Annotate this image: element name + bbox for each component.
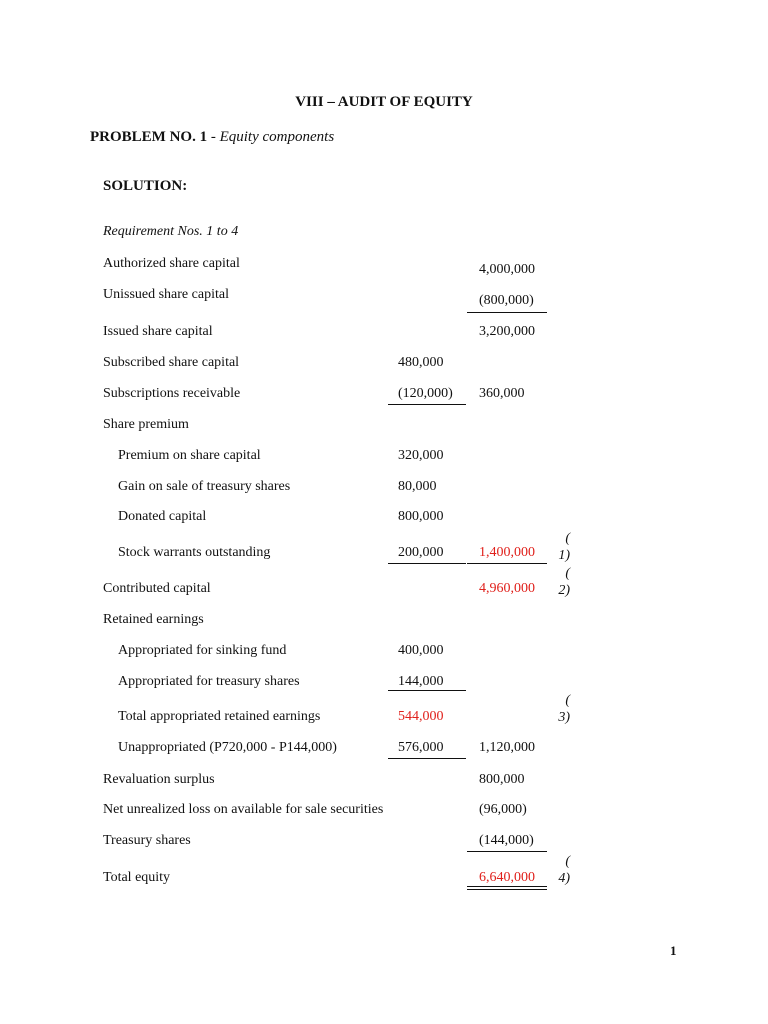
- amount-col1: 200,000: [398, 545, 444, 560]
- row-retained-earnings: [0, 612, 768, 634]
- row-unappropriated: [0, 740, 768, 762]
- subtotal-rule: [467, 312, 547, 313]
- amount-col1: 576,000: [398, 740, 444, 755]
- note-num: 2): [558, 583, 570, 598]
- requirement-note-2: [552, 565, 570, 599]
- row-issued-share-capital: [0, 324, 768, 346]
- row-subscriptions-receivable: [0, 386, 768, 408]
- subtotal-rule: [388, 690, 466, 691]
- amount-col1: 480,000: [398, 355, 444, 370]
- row-donated-capital: [0, 509, 768, 531]
- row-revaluation-surplus: [0, 772, 768, 794]
- subtotal-rule: [388, 758, 466, 759]
- row-label: Gain on sale of treasury shares: [118, 479, 291, 494]
- row-total-appropriated: [0, 709, 768, 731]
- row-label: Issued share capital: [103, 324, 213, 339]
- row-subscribed-share-capital: [0, 355, 768, 377]
- amount-col2: (144,000): [479, 833, 534, 848]
- row-appropriated-treasury: [0, 674, 768, 696]
- row-label: Contributed capital: [103, 581, 211, 596]
- problem-subtitle: Equity components: [219, 129, 335, 145]
- solution-heading: SOLUTION:: [103, 178, 188, 194]
- requirement-note-1: [552, 530, 570, 564]
- note-open: (: [565, 566, 570, 581]
- amount-col1: 80,000: [398, 479, 437, 494]
- total-double-rule-bottom: [467, 889, 547, 890]
- row-label: Appropriated for treasury shares: [118, 674, 300, 689]
- amount-col1: 144,000: [398, 674, 444, 689]
- note-num: 4): [558, 871, 570, 886]
- amount-col1: 800,000: [398, 509, 444, 524]
- row-stock-warrants: [0, 545, 768, 567]
- amount-col2: (96,000): [479, 802, 527, 817]
- row-gain-on-sale-treasury: [0, 479, 768, 501]
- row-label: Authorized share capital: [103, 256, 240, 271]
- row-contributed-capital: [0, 581, 768, 603]
- page-number: 1: [670, 943, 677, 958]
- row-authorized-share-capital: [0, 256, 768, 278]
- amount-col2-highlight: 1,400,000: [479, 545, 535, 560]
- amount-col2: 4,000,000: [479, 262, 535, 277]
- note-num: 3): [558, 710, 570, 725]
- requirement-heading: Requirement Nos. 1 to 4: [103, 224, 239, 239]
- row-label: Stock warrants outstanding: [118, 545, 271, 560]
- amount-col2-highlight: 4,960,000: [479, 581, 535, 596]
- problem-separator: -: [207, 129, 220, 145]
- amount-col2-highlight: 6,640,000: [479, 870, 535, 885]
- row-label: Donated capital: [118, 509, 207, 524]
- row-label: Total equity: [103, 870, 171, 885]
- row-label: Treasury shares: [103, 833, 191, 848]
- row-label: Net unrealized loss on available for sale securities: [103, 802, 384, 817]
- amount-col2: 800,000: [479, 772, 525, 787]
- amount-col1-highlight: 544,000: [398, 709, 444, 724]
- amount-col1: 320,000: [398, 448, 444, 463]
- row-net-unrealized-loss: [0, 802, 768, 824]
- amount-col2: 3,200,000: [479, 324, 535, 339]
- row-label: Total appropriated retained earnings: [118, 709, 321, 724]
- row-label: Revaluation surplus: [103, 772, 215, 787]
- note-open: (: [565, 854, 570, 869]
- row-label: Subscriptions receivable: [103, 386, 241, 401]
- note-num: 1): [558, 548, 570, 563]
- row-label: Unissued share capital: [103, 287, 229, 302]
- subtotal-rule: [388, 404, 466, 405]
- amount-col1: (120,000): [398, 386, 453, 401]
- document-title: VIII – AUDIT OF EQUITY: [295, 94, 473, 110]
- requirement-note-3: [552, 692, 570, 726]
- problem-label: PROBLEM NO. 1: [90, 129, 208, 145]
- problem-heading: [90, 129, 334, 146]
- row-share-premium: [0, 417, 768, 439]
- subtotal-rule: [467, 563, 547, 564]
- row-label: Appropriated for sinking fund: [118, 643, 287, 658]
- row-premium-on-share-capital: [0, 448, 768, 470]
- note-open: (: [565, 693, 570, 708]
- row-label: Premium on share capital: [118, 448, 261, 463]
- row-total-equity: [0, 870, 768, 892]
- amount-col2: 1,120,000: [479, 740, 535, 755]
- note-open: (: [565, 531, 570, 546]
- subtotal-rule: [467, 851, 547, 852]
- row-treasury-shares: [0, 833, 768, 855]
- amount-col2: 360,000: [479, 386, 525, 401]
- row-label: Subscribed share capital: [103, 355, 240, 370]
- row-label: Share premium: [103, 417, 189, 432]
- amount-col1: 400,000: [398, 643, 444, 658]
- row-label: Retained earnings: [103, 612, 204, 627]
- requirement-note-4: [552, 853, 570, 887]
- amount-col2: (800,000): [479, 293, 534, 308]
- total-double-rule-top: [467, 886, 547, 887]
- row-unissued-share-capital: [0, 287, 768, 309]
- subtotal-rule: [388, 563, 466, 564]
- row-sinking-fund: [0, 643, 768, 665]
- row-label: Unappropriated (P720,000 - P144,000): [118, 740, 337, 755]
